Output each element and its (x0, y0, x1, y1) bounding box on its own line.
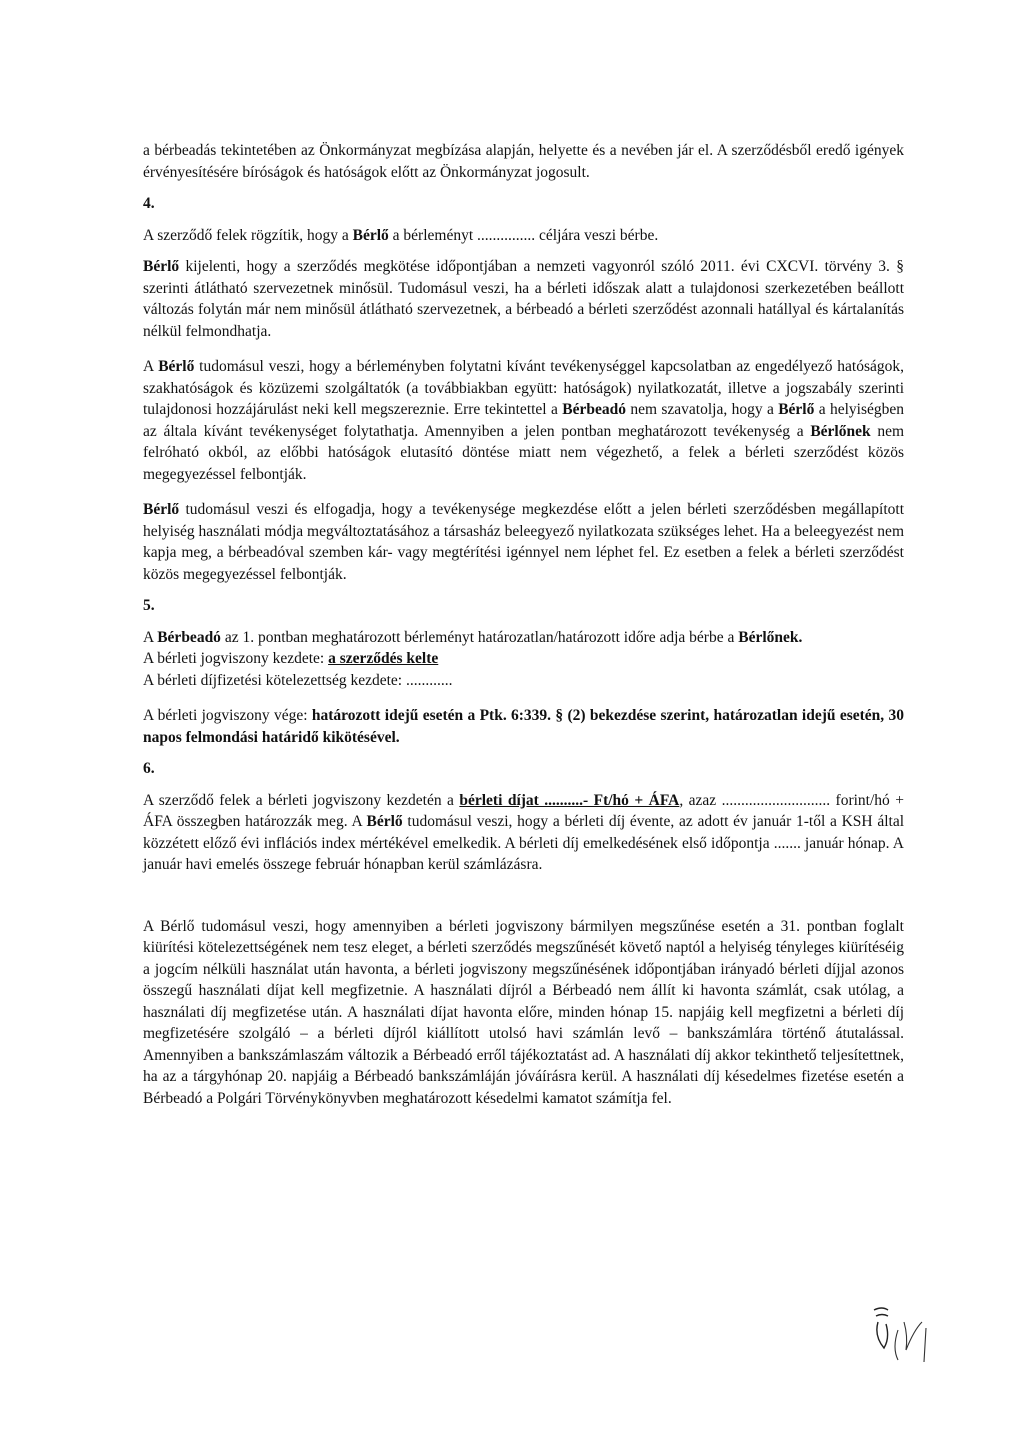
paragraph-4-purpose: A szerződő felek rögzítik, hogy a Bérlő a bérleményt ............... céljára veszi bérbe. (143, 226, 659, 244)
section-4-number: 4. (143, 195, 155, 212)
section-6-number: 6. (143, 760, 155, 777)
paragraph-5-end: A bérleti jogviszony vége: határozott idejű esetén a Ptk. 6:339. § (2) bekezdése szerint, határozatlan idejű esetén, 30 napos felmondási határidő kikötésével. (143, 707, 904, 746)
paragraph-5-term: A Bérbeadó az 1. pontban meghatározott bérleményt határozatlan/határozott időre adja bérbe a Bérlőnek. (143, 628, 803, 646)
paragraph-4-permits: A Bérlő tudomásul veszi, hogy a bérleményben folytatni kívánt tevékenységgel kapcsolatban az engedélyező hatóságok, szakhatóságok és közüzemi szolgáltatók (a továbbiakban együtt: hatóságok) nyilatkozatát, illetve a jogszabály szerinti tulajdonosi hozzájárulást neki kell megszereznie. Erre tekintettel a Bérbeadó nem szavatolja, hogy a Bérlő a helyiségben az általa kívánt tevékenységet folytathatja. Amennyiben a jelen pontban meghatározott tevékenység a Bérlőnek nem felróható okból, az előbbi hatóságok elutasító döntése miatt nem végezhető, a felek a bérleti szerződést közös megegyezéssel felbontják. (143, 358, 905, 483)
section-5-number: 5. (143, 597, 155, 614)
paragraph-4-transparency: Bérlő kijelenti, hogy a szerződés megkötése időpontjában a nemzeti vagyonról szóló 2011. évi CXCVI. törvény 3. § szerinti átlátható szervezetnek minősül. Tudomásul veszi, ha a bérleti időszak alatt a tulajdonosi szerkezetében beállott változás folytán már nem minősül átlátható szervezetnek, a bérbeadó a bérleti szerződést azonnali hatállyal és kártalanítás nélkül felmondhatja. (143, 258, 904, 340)
paragraph-5-start: A bérleti jogviszony kezdete: a szerződés kelte (143, 650, 439, 667)
paragraph-intro: a bérbeadás tekintetében az Önkormányzat megbízása alapján, helyette és a nevében jár el. A szerződésből eredő igények érvényesítésére bíróságok és hatóságok előtt az Önkormányzat jogosult. (143, 142, 904, 181)
document-body (143, 140, 904, 1109)
paragraph-5-payment-start: A bérleti díjfizetési kötelezettség kezdete: ............ (143, 671, 453, 689)
paragraph-6-rent: A szerződő felek a bérleti jogviszony kezdetén a bérleti díjat ..........- Ft/hó + ÁFA, azaz ............................ forint/hó + ÁFA összegben határozzák meg. A Bérlő tudomásul veszi, hogy a bérleti díj évente, az adott év január 1-től a KSH által közzétett előző évi inflációs index mértékével emelkedik. A bérleti díj emelkedésének első időpontja ....... január hónap. A január havi emelés összege február hónapban kerül számlázásra. (143, 791, 904, 873)
paragraph-6-usage-fee: A Bérlő tudomásul veszi, hogy amennyiben a bérleti jogviszony bármilyen megszűnése esetén a 31. pontban foglalt kiürítési kötelezettségének nem tesz eleget, a bérleti szerződés megszűnését követő naptól a helyiség tényleges kiürítéséig a jogcím nélküli használat után havonta, a bérleti jogviszony megszűnésének időpontjában irányadó bérleti díjjal azonos összegű használati díjat kell megfizetnie. A használati díjról a Bérbeadó nem állít ki havonta számlát, csak utólag, a használati díj megfizetése után. A használati díjat havonta előre, minden hónap 15. napjáig kell megfizetni a bérleti díj megfizetésére szolgáló – a bérleti díjról kiállított utolsó havi számlán levő – bankszámlára történő átutalással. Amennyiben a bankszámlaszám változik a Bérbeadó erről tájékoztatást ad. A használati díj akkor tekinthető teljesítettnek, ha az a tárgyhónap 20. napjáig a Bérbeadó bankszámláján jóváírásra kerül. A használati díj késedelmes fizetése esetén a Bérbeadó a Polgári Törvénykönyvben meghatározott késedelmi kamatot számítja fel. (143, 917, 904, 1107)
signature-initials (868, 1300, 958, 1370)
paragraph-4-consent: Bérlő tudomásul veszi és elfogadja, hogy a tevékenysége megkezdése előtt a jelen bérleti szerződésben megállapított helyiség használati módja megváltoztatásához a társasház beleegyező nyilatkozata szükséges lehet. Ha a beleegyezést nem kapja meg, a bérbeadóval szemben kár- vagy megtérítési igénnyel nem léphet fel. Ez esetben a felek a bérleti szerződést közös megegyezéssel felbontják. (143, 501, 904, 583)
